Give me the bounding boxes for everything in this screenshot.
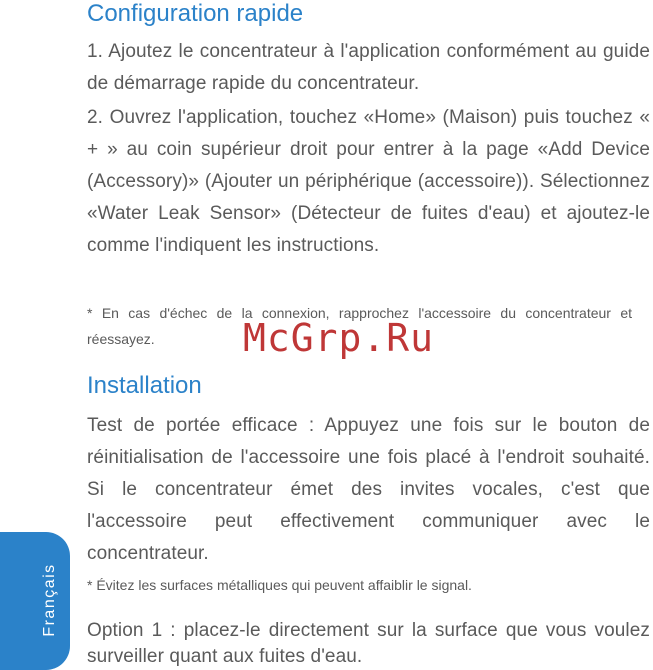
section-title-installation: Installation [87, 372, 202, 399]
language-tab-label: Français [41, 563, 58, 637]
range-test-paragraph: Test de portée efficace : Appuyez une fois sur le bouton de réinitialisation de l'accessoire une fois placé à l'endroit souhaité. Si le concentrateur émet des invites vocales, c'est que l'accessoire peut effectivement communiquer avec le concentrateur. [87, 415, 650, 564]
config-step-2: 2. Ouvrez l'application, touchez «Home» (Maison) puis touchez « + » au coin supérieur droit pour entrer à la page «Add Device (Accessory)» (Ajouter un périphérique (accessoire)). Sélectionnez «Water Leak Sensor» (Détecteur de fuites d'eau) et ajoutez-le comme l'indiquent les instructions. [87, 107, 650, 256]
watermark: McGrp.Ru [243, 316, 435, 360]
language-tab [0, 532, 70, 670]
installation-note: * Évitez les surfaces métalliques qui peuvent affaiblir le signal. [87, 577, 472, 593]
option-1-paragraph: Option 1 : placez-le directement sur la surface que vous voulez surveiller quant aux fuites d'eau. [87, 620, 650, 667]
config-step-1: 1. Ajoutez le concentrateur à l'application conformément au guide de démarrage rapide du concentrateur. [87, 41, 650, 94]
section-title-quick-config: Configuration rapide [87, 0, 304, 27]
config-note: * En cas d'échec de la connexion, rapprochez l'accessoire du concentrateur et réessayez. [87, 305, 632, 347]
